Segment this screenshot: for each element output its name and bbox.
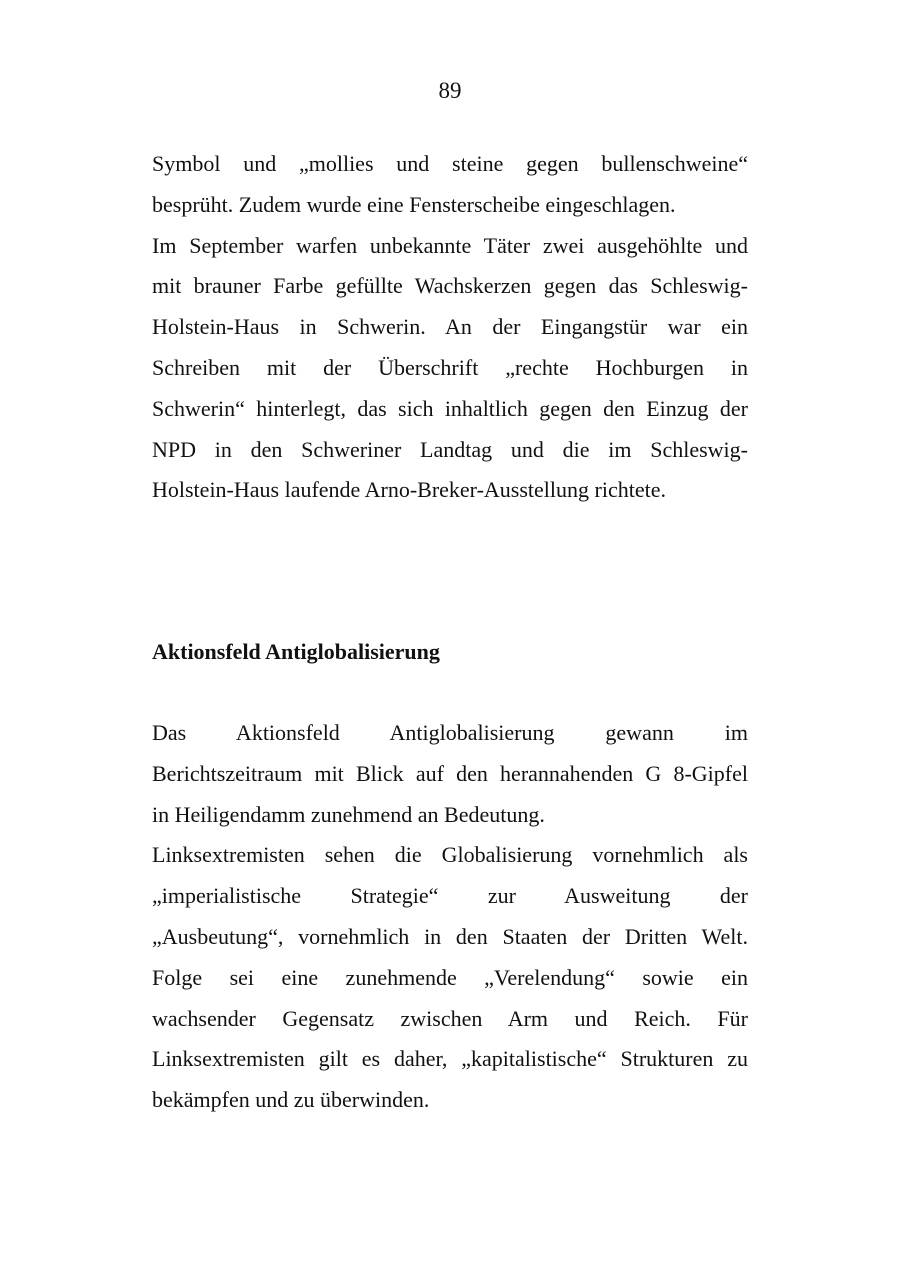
text-line: Linksextremisten sehen die Globalisierung vornehmlich als [152, 842, 748, 868]
body-text-top [152, 144, 748, 511]
text-line: NPD in den Schweriner Landtag und die im Schleswig- [152, 436, 748, 462]
text-line: besprüht. Zudem wurde eine Fensterscheibe eingeschlagen. [152, 191, 676, 217]
paragraph [152, 713, 748, 835]
text-line: Das Aktionsfeld Antiglobalisierung gewann im [152, 720, 748, 745]
text-line: Symbol und „mollies und steine gegen bullenschweine“ [152, 151, 748, 176]
page-number: 89 [438, 78, 462, 103]
text-line: „imperialistische Strategie“ zur Ausweitung der [152, 883, 748, 909]
text-line: bekämpfen und zu überwinden. [152, 1087, 430, 1113]
text-line: „Ausbeutung“, vornehmlich in den Staaten der Dritten Welt. [152, 923, 748, 949]
paragraph [152, 226, 748, 512]
text-line: in Heiligendamm zunehmend an Bedeutung. [152, 801, 545, 827]
text-line: Schreiben mit der Überschrift „rechte Hochburgen in [152, 354, 748, 380]
text-line: Holstein-Haus laufende Arno-Breker-Ausstellung richtete. [152, 477, 666, 503]
body-text-bottom [152, 713, 748, 1121]
text-line: Holstein-Haus in Schwerin. An der Eingangstür war ein [152, 314, 748, 340]
paragraph [152, 144, 748, 226]
text-line: Schwerin“ hinterlegt, das sich inhaltlich gegen den Einzug der [152, 395, 748, 421]
section-heading: Aktionsfeld Antiglobalisierung [152, 639, 440, 664]
text-line: Im September warfen unbekannte Täter zwei ausgehöhlte und [152, 232, 748, 258]
text-line: wachsender Gegensatz zwischen Arm und Reich. Für [152, 1005, 748, 1031]
text-line: mit brauner Farbe gefüllte Wachskerzen gegen das Schleswig- [152, 273, 748, 299]
section-heading-block [152, 632, 748, 673]
paragraph [152, 835, 748, 1121]
text-line: Folge sei eine zunehmende „Verelendung“ sowie ein [152, 964, 748, 990]
text-line: Linksextremisten gilt es daher, „kapitalistische“ Strukturen zu [152, 1046, 748, 1072]
text-line: Berichtszeitraum mit Blick auf den herannahenden G 8-Gipfel [152, 760, 748, 786]
